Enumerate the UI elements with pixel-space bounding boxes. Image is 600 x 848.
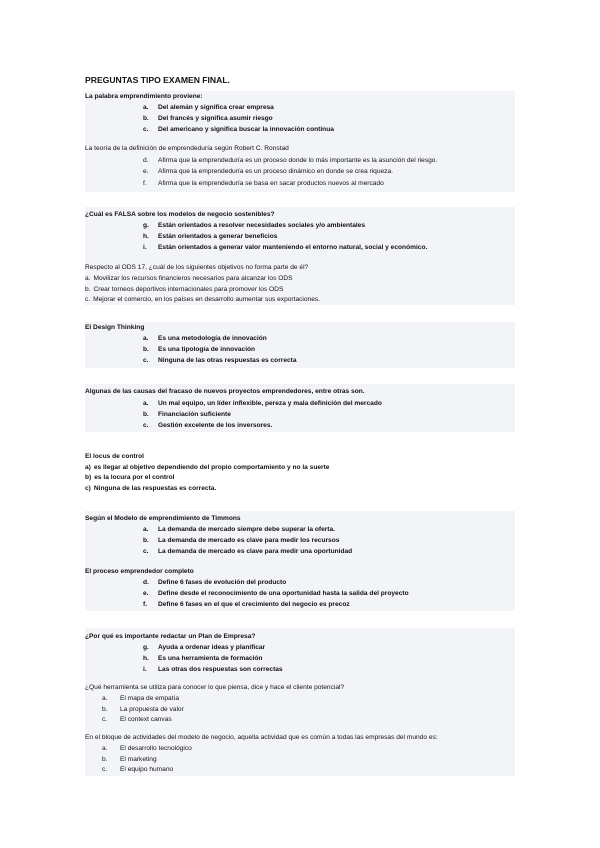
option-letter: i. — [143, 666, 147, 673]
answer-option — [143, 125, 334, 134]
option-text: El mapa de empatía — [120, 695, 180, 702]
option-text: Mejorar el comercio, en los países en desarrollo aumentar sus exportaciones. — [93, 296, 321, 303]
option-text: Del alemán y significa crear empresa — [158, 104, 274, 111]
answer-option — [143, 345, 256, 354]
answer-option — [143, 421, 273, 430]
question-text: Respecto al ODS 17, ¿cuál de los siguientes objetivos no forma parte de él? — [85, 264, 309, 271]
answer-option — [143, 600, 350, 609]
answer-option — [102, 715, 172, 724]
option-letter: i. — [143, 244, 147, 251]
option-text: Financiación suficiente — [158, 411, 231, 418]
option-text: La propuesta de valor — [120, 706, 184, 713]
option-text: Define 6 fases de evolución del producto — [158, 579, 287, 586]
option-letter: d. — [143, 579, 149, 586]
option-text: Define 6 fases en el que el crecimiento del negocio es precoz — [158, 601, 350, 608]
page-title: PREGUNTAS TIPO EXAMEN FINAL. — [85, 75, 230, 85]
option-letter: f. — [143, 601, 148, 608]
option-text: es llegar al objetivo dependiendo del propio comportamiento y no la suerte — [93, 464, 330, 471]
option-letter: b. — [85, 286, 91, 293]
option-letter: c. — [143, 548, 149, 555]
option-letter: b. — [143, 115, 149, 122]
answer-option — [85, 285, 283, 294]
option-letter: c. — [102, 766, 108, 773]
option-letter: b. — [143, 411, 149, 418]
answer-option — [85, 463, 329, 472]
option-text: Ayuda a ordenar ideas y planificar — [158, 644, 266, 651]
answer-option — [143, 114, 273, 123]
option-text: Están orientados a resolver necesidades sociales y/o ambientales — [158, 222, 366, 229]
question-text: En el bloque de actividades del modelo de negocio, aquella actividad que es común a todas las empresas del mundo es: — [85, 734, 438, 741]
option-text: es la locura por el control — [94, 474, 175, 481]
answer-option — [143, 536, 340, 545]
answer-option — [143, 654, 263, 663]
answer-option — [102, 744, 192, 753]
option-letter: g. — [143, 222, 149, 229]
question-text: Algunas de las causas del fracaso de nuevos proyectos emprendedores, entre otras son. — [85, 388, 365, 395]
answer-option — [143, 334, 267, 343]
option-text: Crear torneos deportivos internacionales para promover los ODS — [93, 286, 284, 293]
question-text: La teoría de la definición de emprendeduría según Robert C. Ronstad — [85, 145, 289, 152]
option-letter: a. — [143, 104, 149, 111]
answer-option — [143, 103, 274, 112]
option-text: Ninguna de las otras respuestas es correcta — [158, 357, 297, 364]
option-text: Afirma que la emprendeduría se basa en sacar productos nuevos al mercado — [158, 180, 384, 187]
option-letter: a. — [143, 400, 149, 407]
answer-option — [143, 243, 428, 252]
option-letter: e. — [143, 168, 149, 175]
option-letter: a. — [102, 745, 108, 752]
answer-option — [143, 156, 438, 165]
answer-option — [102, 755, 157, 764]
option-letter: b) — [85, 474, 92, 481]
option-text: Están orientados a generar beneficios — [158, 233, 278, 240]
option-letter: a. — [102, 695, 108, 702]
answer-option — [102, 694, 180, 703]
option-letter: a. — [85, 275, 91, 282]
answer-option — [143, 167, 393, 176]
highlight-band — [85, 91, 515, 192]
option-letter: b. — [102, 756, 108, 763]
option-letter: b. — [143, 537, 149, 544]
option-letter: a. — [143, 335, 149, 342]
option-text: Están orientados a generar valor manteniendo el entorno natural, social y económico. — [158, 244, 428, 251]
option-text: Afirma que la emprendeduría es un proceso dinámico en donde se crea riqueza. — [158, 168, 393, 175]
option-letter: b. — [143, 346, 149, 353]
answer-option — [143, 665, 283, 674]
answer-option — [143, 399, 382, 408]
option-letter: d. — [143, 157, 149, 164]
question-text: ¿Qué herramienta se utiliza para conocer lo que piensa, dice y hace el cliente potencial? — [85, 684, 345, 691]
option-text: El marketing — [120, 756, 157, 763]
answer-option — [143, 179, 384, 188]
answer-option — [143, 410, 231, 419]
answer-option — [143, 232, 278, 241]
option-text: Un mal equipo, un líder inflexible, pereza y mala definición del mercado — [158, 400, 382, 407]
option-letter: b. — [102, 706, 108, 713]
question-text: El Design Thinking — [85, 324, 145, 331]
option-letter: h. — [143, 655, 149, 662]
option-text: Es una herramienta de formación — [158, 655, 263, 662]
option-letter: a) — [85, 464, 91, 471]
option-text: Del americano y significa buscar la innovación continua — [158, 126, 334, 133]
highlight-band — [85, 322, 515, 368]
answer-option — [143, 578, 287, 587]
answer-option — [143, 589, 409, 598]
option-letter: e. — [143, 590, 149, 597]
option-letter: g. — [143, 644, 149, 651]
question-text: ¿Cuál es FALSA sobre los modelos de negocio sostenibles? — [85, 211, 275, 218]
option-text: Es una tipología de innovación — [158, 346, 256, 353]
option-letter: c. — [143, 422, 149, 429]
option-text: Las otras dos respuestas son correctas — [158, 666, 283, 673]
option-text: El desarrollo tecnológico — [120, 745, 192, 752]
option-text: Movilizar los recursos financieros necesarios para alcanzar los ODS — [93, 275, 293, 282]
option-letter: a. — [143, 526, 149, 533]
option-text: Gestión excelente de los inversores. — [158, 422, 273, 429]
option-letter: f. — [143, 180, 147, 187]
option-text: El context canvas — [120, 716, 172, 723]
option-text: Afirma que la emprendeduría es un proceso donde lo más importante es la asunción del riesgo. — [158, 157, 438, 164]
answer-option — [102, 765, 174, 774]
question-text: La palabra emprendimiento proviene: — [85, 93, 203, 100]
answer-option — [85, 473, 174, 482]
option-text: La demanda de mercado es clave para medir los recursos — [158, 537, 340, 544]
option-letter: c. — [143, 357, 149, 364]
option-letter: h. — [143, 233, 149, 240]
question-text: El locus de control — [85, 453, 144, 460]
option-letter: c) — [85, 485, 91, 492]
option-text: La demanda de mercado es clave para medir una oportunidad — [158, 548, 353, 555]
option-letter: c. — [85, 296, 91, 303]
answer-option — [85, 484, 216, 493]
question-text: ¿Por qué es importante redactar un Plan de Empresa? — [85, 633, 256, 640]
answer-option — [143, 356, 297, 365]
option-text: Del francés y significa asumir riesgo — [158, 115, 273, 122]
answer-option — [143, 643, 266, 652]
option-text: Define desde el reconocimiento de una oportunidad hasta la salida del proyecto — [158, 590, 409, 597]
answer-option — [143, 525, 335, 534]
answer-option — [102, 705, 184, 714]
answer-option — [85, 274, 293, 283]
question-text: El proceso emprendedor completo — [85, 568, 194, 575]
option-text: La demanda de mercado siempre debe superar la oferta. — [158, 526, 335, 533]
answer-option — [143, 221, 366, 230]
option-text: Ninguna de las respuestas es correcta. — [93, 485, 217, 492]
option-text: Es una metodología de innovación — [158, 335, 267, 342]
question-text: Según el Modelo de emprendimiento de Timmons — [85, 515, 241, 522]
option-text: El equipo humano — [120, 766, 174, 773]
answer-option — [85, 295, 320, 304]
answer-option — [143, 547, 353, 556]
option-letter: c. — [102, 716, 108, 723]
option-letter: c. — [143, 126, 149, 133]
